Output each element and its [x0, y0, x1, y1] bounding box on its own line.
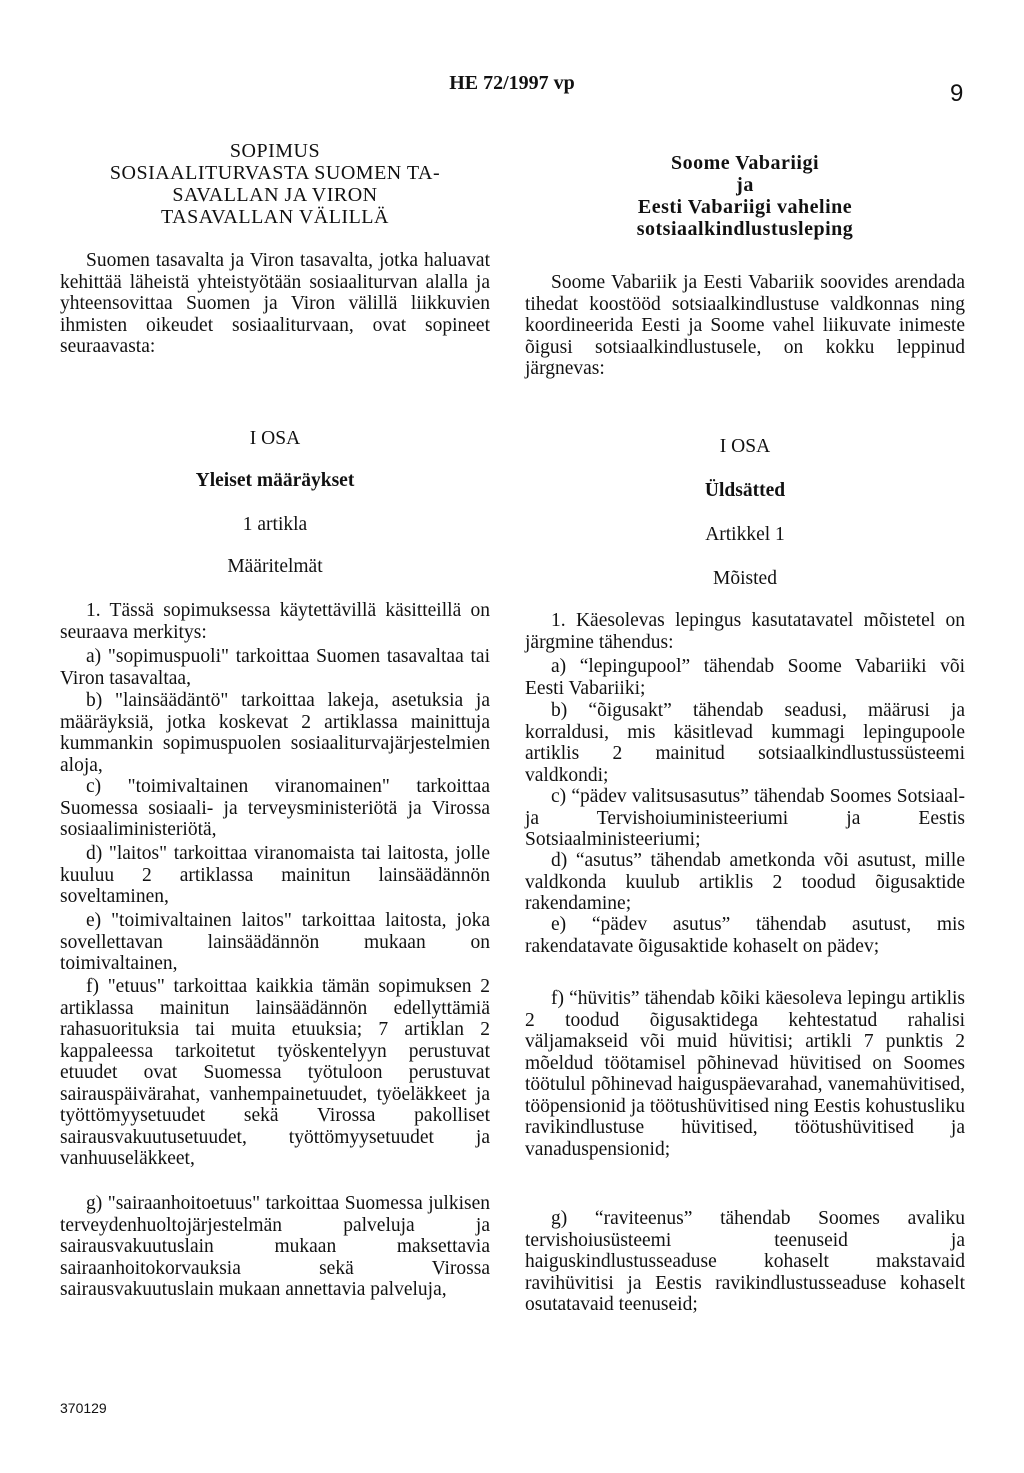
left-para-1: 1. Tässä sopimuksessa käytettävillä käsitteillä on seuraava merkitys: — [60, 600, 490, 643]
left-para-g: g) "sairaanhoitoetuus" tarkoittaa Suomessa julkisen terveydenhuoltojärjestelmän palveluja ja sairausvakuutuslain mukaan maksettavia sairaanhoitokorvauksia sekä Virossa sairausvakuutuslain mukaan annettavia palveluja, — [60, 1193, 490, 1300]
left-para-c: c) "toimivaltainen viranomainen" tarkoittaa Suomessa sosiaali- ja terveysministeriötä ja Virossa sosiaaliministeriötä, — [60, 776, 490, 840]
left-title-line: SOSIAALITURVASTA SUOMEN TA- — [109, 162, 441, 184]
right-para-c: c) “pädev valitsusasutus” tähendab Soomes Sotsiaal- ja Tervishoiuministeeriumi ja Eestis Sotsiaalministeeriumi; — [525, 786, 965, 850]
left-title — [60, 140, 490, 228]
left-para-f: f) "etuus" tarkoittaa kaikkia tämän sopimuksen 2 artiklassa mainitun lainsäädännön edellyttämiä rahasuorituksia tai muita etuuksia; 7 artiklan 2 kappaleessa tarkoitetut työskentelyyn perustuvat etuudet ovat Suomessa työtuloon perustuvat sairauspäivärahat, vanhempainetuudet, työeläkkeet ja työttömyysetuudet sekä Virossa pakolliset sairausvakuutusetuudet, työttömyysetuudet ja vanhuuseläkkeet, — [60, 976, 490, 1169]
document-header: HE 72/1997 vp — [449, 72, 575, 94]
left-para-a: a) "sopimuspuoli" tarkoittaa Suomen tasavaltaa tai Viron tasavaltaa, — [60, 646, 490, 689]
left-preamble: Suomen tasavalta ja Viron tasavalta, jotka haluavat kehittää läheistä yhteistyötään sosiaaliturvan alalla ja yhteensovittaa Suomen ja Viron välillä liikkuvien ihmisten oikeudet sosiaaliturvaan, ovat sopineet seuraavasta: — [60, 250, 490, 357]
right-title-line: ja — [736, 174, 754, 196]
right-para-e: e) “pädev asutus” tähendab asutust, mis rakendatavate õigusaktide kohaselt on pädev; — [525, 914, 965, 957]
left-title-line: SAVALLAN JA VIRON — [172, 184, 378, 206]
right-para-g: g) “raviteenus” tähendab Soomes avaliku tervishoiusüsteemi teenuseid ja haiguskindlustusseaduse kohaselt makstavaid ravihüvitisi ja Eestis ravikindlustusseaduse kohaselt osutatavaid teenuseid; — [525, 1208, 965, 1315]
left-part-title: Yleiset määräykset — [195, 470, 355, 491]
right-title-line: Eesti Vabariigi vaheline — [637, 196, 853, 218]
left-para-b: b) "lainsäädäntö" tarkoittaa lakeja, asetuksia ja määräyksiä, jotka koskevat 2 artiklassa mainittuja kummankin sopimuspuolen sosiaaliturvajärjestelmien aloja, — [60, 690, 490, 776]
right-para-f: f) “hüvitis” tähendab kõiki käesoleva lepingu artiklis 2 toodud õigusaktidega kehtestatud rahalisi väljamakseid või muid hüvitisi; artikli 7 punktis 2 mõeldud töötamisel põhinevad hüvitised on Soomes töötulul põhinevad haiguspäevarahad, vanemahüvitised, tööpensionid ja töötushüvitised ning Eestis kohustusliku ravikindlustuse hüvitised, töötushüvitised ja vanaduspensionid; — [525, 988, 965, 1160]
right-title — [525, 152, 965, 240]
right-part-title: Üldsätted — [704, 480, 786, 501]
right-title-line: Soome Vabariigi — [670, 152, 820, 174]
right-article-number: Artikkel 1 — [705, 524, 785, 545]
left-article-title: Määritelmät — [227, 556, 323, 577]
page-number: 9 — [950, 80, 964, 107]
right-title-line: sotsiaalkindlustusleping — [636, 218, 854, 240]
right-para-a: a) “lepingupool” tähendab Soome Vabariiki või Eesti Vabariiki; — [525, 656, 965, 699]
left-title-line: TASAVALLAN VÄLILLÄ — [161, 206, 389, 228]
left-para-d: d) "laitos" tarkoittaa viranomaista tai laitosta, jolle kuuluu 2 artiklassa mainitun lainsäädännön soveltaminen, — [60, 843, 490, 907]
right-para-d: d) “asutus” tähendab ametkonda või asutust, mille valdkonda kuulub artiklis 2 toodud õigusaktide rakendamine; — [525, 850, 965, 914]
left-article-number: 1 artikla — [242, 514, 308, 535]
right-preamble: Soome Vabariik ja Eesti Vabariik soovides arendada tihedat koostööd sotsiaalkindlustuse valdkonnas ning koordineerida Eesti ja Soome vahel liikuvate inimeste õigusi sotsiaalkindlustusele, on kokku leppinud järgnevas: — [525, 272, 965, 379]
right-article-title: Mõisted — [713, 568, 777, 589]
left-part-heading: I OSA — [249, 428, 301, 449]
right-part-heading: I OSA — [719, 436, 771, 457]
left-para-e: e) "toimivaltainen laitos" tarkoittaa laitosta, joka sovellettavan lainsäädännön mukaan on toimivaltainen, — [60, 910, 490, 974]
left-title-line: SOPIMUS — [229, 140, 321, 162]
document-code: 370129 — [60, 1400, 107, 1416]
right-para-b: b) “õigusakt” tähendab seadusi, määrusi ja korraldusi, mis käsitlevad kummagi lepingupoole artiklis 2 mainitud sotsiaalkindlustussüsteemi valdkondi; — [525, 700, 965, 786]
right-para-1: 1. Käesolevas lepingus kasutatavatel mõistetel on järgmine tähendus: — [525, 610, 965, 653]
